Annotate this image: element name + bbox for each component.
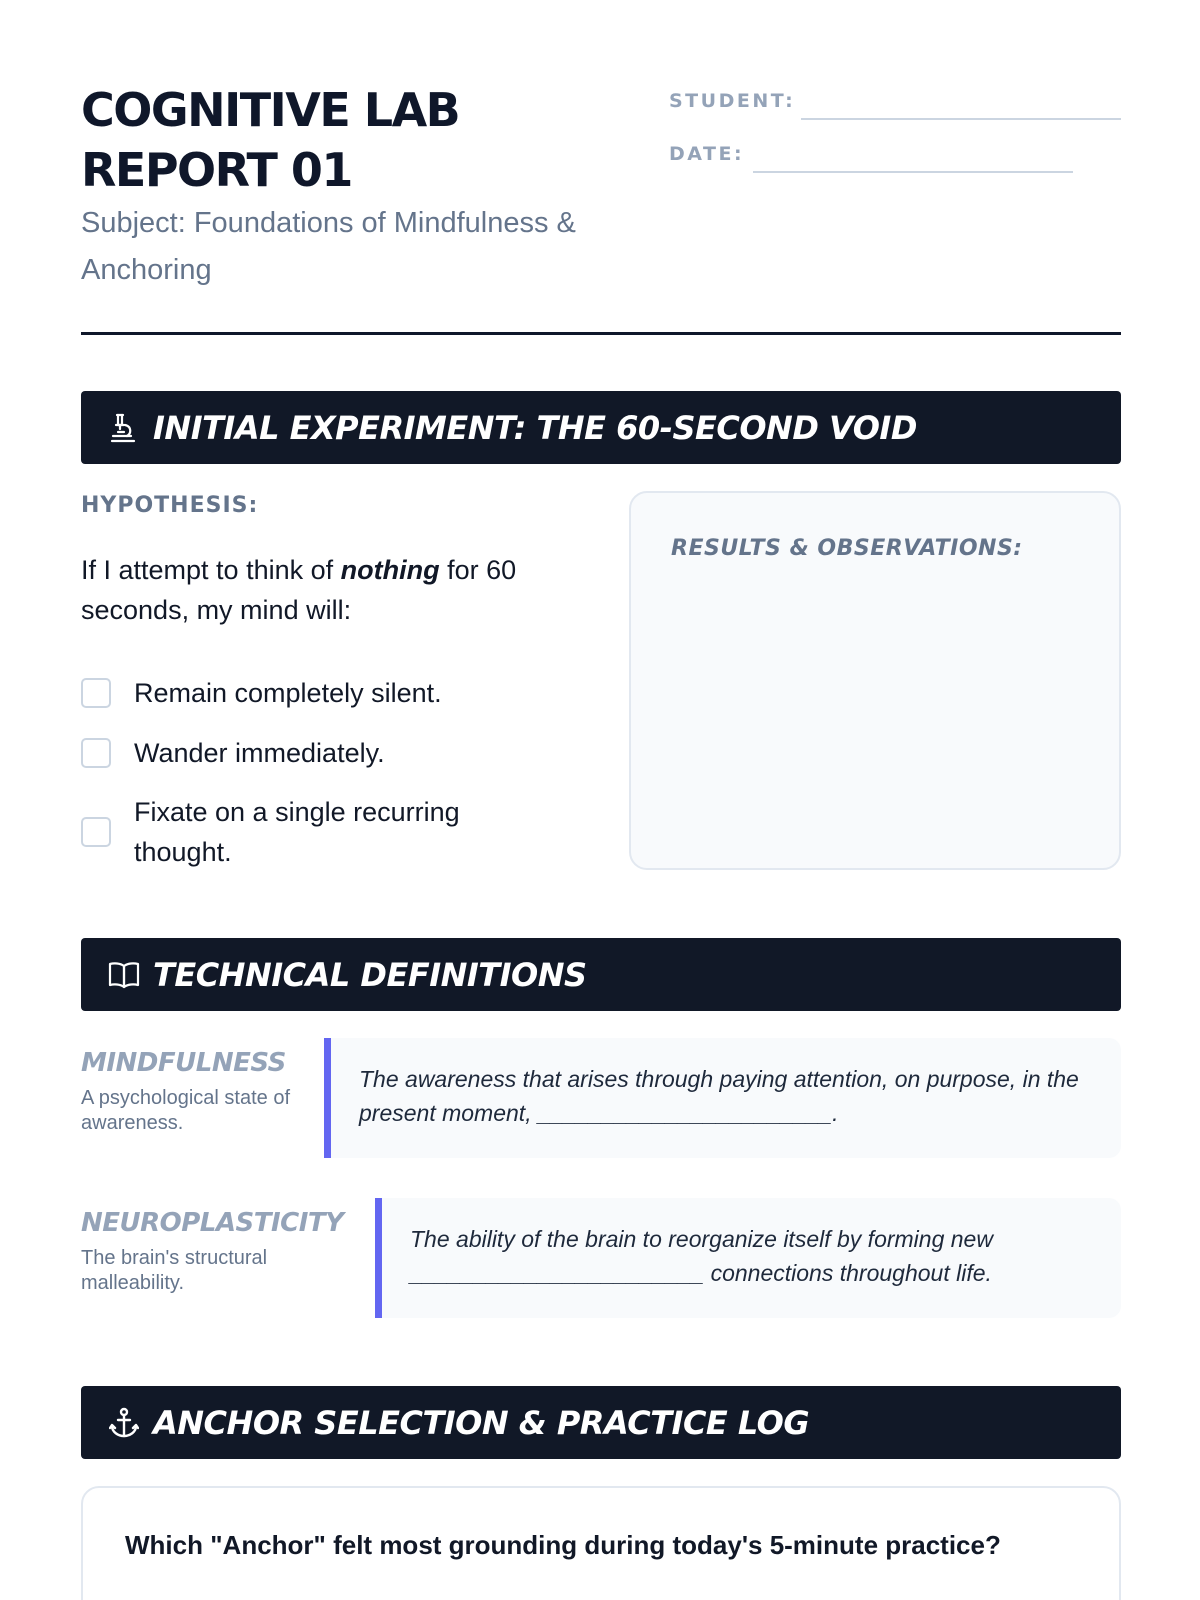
page-title bbox=[81, 80, 641, 200]
hypothesis-emphasis: nothing bbox=[340, 555, 440, 585]
title-line-2: REPORT 01 bbox=[81, 143, 352, 197]
open-book-icon bbox=[107, 958, 141, 992]
microscope-icon bbox=[107, 411, 141, 445]
term-name: MINDFULNESS bbox=[81, 1048, 286, 1078]
page-subtitle: Subject: Foundations of Mindfulness & Anchoring bbox=[81, 207, 576, 286]
section-title-anchor: ANCHOR SELECTION & PRACTICE LOG bbox=[153, 1403, 810, 1442]
anchor-icon bbox=[107, 1406, 141, 1440]
section-title-experiment: INITIAL EXPERIMENT: THE 60-SECOND VOID bbox=[153, 408, 917, 447]
date-label: DATE: bbox=[669, 143, 745, 165]
definition-text: The awareness that arises through paying attention, on purpose, in the present moment, _______________________. bbox=[359, 1066, 1079, 1126]
results-label: RESULTS & OBSERVATIONS: bbox=[671, 536, 1023, 561]
date-write-line[interactable] bbox=[753, 171, 1073, 173]
term-name: NEUROPLASTICITY bbox=[81, 1208, 344, 1238]
student-label: STUDENT: bbox=[669, 90, 796, 112]
option-checkbox[interactable] bbox=[81, 817, 111, 847]
hypothesis-text bbox=[81, 550, 581, 630]
term-description: A psychological state of awareness. bbox=[81, 1087, 291, 1134]
hypothesis-text-start: If I attempt to think of bbox=[81, 555, 341, 585]
option-label: Fixate on a single recurring thought. bbox=[134, 797, 460, 867]
section-title-definitions: TECHNICAL DEFINITIONS bbox=[153, 955, 587, 994]
definition-card-neuroplasticity bbox=[375, 1198, 1121, 1318]
option-label: Wander immediately. bbox=[134, 738, 385, 768]
anchor-question-card bbox=[81, 1486, 1121, 1600]
option-checkbox[interactable] bbox=[81, 678, 111, 708]
results-observations-box[interactable] bbox=[629, 491, 1121, 870]
hypothesis-option[interactable] bbox=[81, 733, 581, 773]
header-divider bbox=[81, 332, 1121, 335]
student-info bbox=[669, 84, 1121, 190]
hypothesis-label: HYPOTHESIS: bbox=[81, 493, 259, 518]
option-checkbox[interactable] bbox=[81, 738, 111, 768]
student-write-line[interactable] bbox=[801, 118, 1121, 120]
section-header-definitions bbox=[81, 938, 1121, 1011]
hypothesis-option[interactable] bbox=[81, 673, 581, 713]
section-header-anchor bbox=[81, 1386, 1121, 1459]
hypothesis-text-end: for 60 seconds, my mind will: bbox=[81, 555, 517, 625]
definition-text: The ability of the brain to reorganize itself by forming new _______________________ connections throughout life. bbox=[410, 1226, 993, 1286]
term-mindfulness bbox=[81, 1048, 301, 1136]
anchor-question: Which "Anchor" felt most grounding during today's 5-minute practice? bbox=[125, 1530, 1001, 1560]
option-label: Remain completely silent. bbox=[134, 678, 442, 708]
hypothesis-option[interactable] bbox=[81, 792, 581, 872]
student-field[interactable] bbox=[669, 84, 1121, 120]
date-field[interactable] bbox=[669, 137, 1121, 173]
title-line-1: COGNITIVE LAB bbox=[81, 83, 460, 137]
term-description: The brain's structural malleability. bbox=[81, 1247, 268, 1294]
definition-card-mindfulness bbox=[324, 1038, 1121, 1158]
section-header-experiment bbox=[81, 391, 1121, 464]
term-neuroplasticity bbox=[81, 1208, 344, 1296]
